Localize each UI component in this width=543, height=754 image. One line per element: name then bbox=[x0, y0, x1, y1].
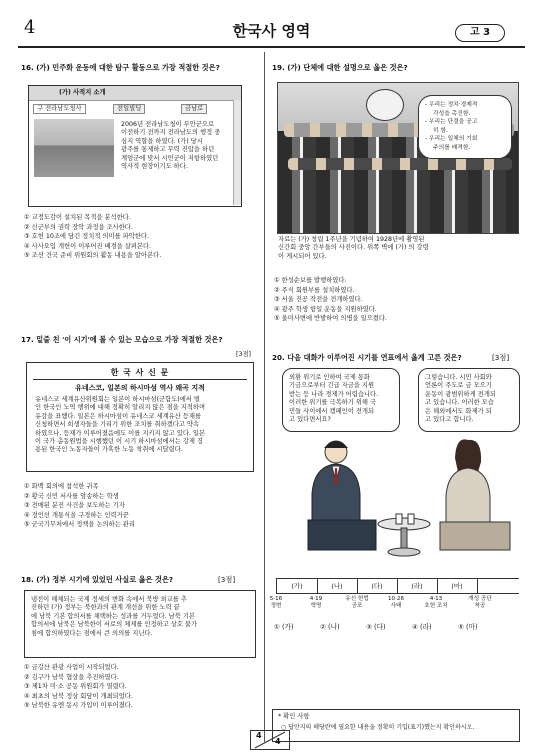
timeline-event: 개성 공단 착공 bbox=[468, 596, 492, 609]
option[interactable]: ③ 호헌 10조에 담긴 정치적 의미를 파악한다. bbox=[24, 233, 149, 241]
bubble-line: 은 해외에서도 화제가 되 bbox=[425, 407, 492, 415]
option[interactable]: ④ 정인선 개통식을 구경하는 인력거꾼 bbox=[24, 511, 129, 519]
tab-jeonil[interactable]: 전일빌딩 bbox=[113, 104, 145, 114]
option[interactable]: ② 신군부의 권력 장악 과정을 조사한다. bbox=[24, 223, 133, 231]
option[interactable]: ⑤ 조선 건국 준비 위원회의 활동 내용을 알아본다. bbox=[24, 252, 162, 260]
footer-page-indicator bbox=[250, 730, 290, 750]
q16-description bbox=[121, 121, 220, 171]
table-icon bbox=[378, 514, 430, 556]
notice-body: ○ 답안지의 해당란에 필요한 내용을 정확히 기입(표기)했는지 확인하시오. bbox=[281, 724, 475, 731]
timeline-cell: (다) bbox=[357, 579, 398, 593]
page-title: 한국사 영역 bbox=[232, 22, 311, 40]
speech-line: 각성을 촉진함. bbox=[433, 110, 471, 117]
q17-options bbox=[24, 482, 135, 530]
faces-row-2 bbox=[288, 158, 512, 170]
q20-points: [3점] bbox=[492, 353, 510, 362]
man-figure bbox=[308, 441, 376, 550]
option[interactable]: ② 황국 신민 서사를 암송하는 학생 bbox=[24, 492, 119, 500]
q17-newspaper bbox=[26, 362, 254, 472]
building-photo bbox=[34, 119, 114, 177]
box-line: 냉전이 해체되는 국제 정세의 변화 속에서 북방 외교를 추 bbox=[31, 596, 187, 603]
body-line: 인 한국인 노역 행위에 대해 정확히 알리지 않은 점을 지적하며 bbox=[35, 404, 206, 412]
caption-line: 자료는 (가) 창립 1주년을 기념하여 1928년에 촬영된 bbox=[278, 236, 425, 243]
column-divider bbox=[264, 52, 265, 742]
header-rule bbox=[18, 46, 525, 48]
q18-box-text bbox=[31, 596, 197, 638]
tab-geumnam[interactable]: 금남로 bbox=[181, 104, 207, 114]
speech-line: - 우리는 정치·경제적 bbox=[425, 102, 478, 108]
newspaper-rule bbox=[33, 379, 247, 380]
option[interactable]: ④ (라) bbox=[412, 623, 432, 631]
option[interactable]: ⑤ 울미사변에 반발하여 의병을 일으켰다. bbox=[274, 315, 387, 323]
q18-options bbox=[24, 663, 133, 711]
timeline-event: 10·26 사태 bbox=[387, 596, 404, 609]
option[interactable]: ① 화백 회의에 참석한 귀족 bbox=[24, 483, 99, 490]
desc-line: 심지 역할을 하였다. (가) 당시 bbox=[121, 137, 203, 145]
program-oval-icon bbox=[366, 89, 404, 121]
option[interactable]: ① 교정도감이 설치된 목적을 분석한다. bbox=[24, 214, 131, 221]
bubble-right bbox=[418, 368, 520, 432]
option[interactable]: ① (가) bbox=[274, 623, 294, 631]
bubble-line: 민들 사이에서 캠페인이 전개되 bbox=[289, 407, 375, 415]
bubble-line: 고 있다고 합니다. bbox=[425, 416, 474, 424]
body-line: 용된 한국인 노동자들이 가혹한 노동 착취에 시달렸다. bbox=[35, 446, 183, 454]
timeline-cell: (나) bbox=[317, 579, 358, 593]
option[interactable]: ① 금강산 관광 사업이 시작되었다. bbox=[24, 664, 119, 671]
q18-stem: 18. (가) 정부 시기에 있었던 사실로 옳은 것은? bbox=[21, 575, 174, 584]
option[interactable]: ⑤ 군국기무처에서 정책을 논의하는 관리 bbox=[24, 521, 135, 529]
body-line: 이 국가 총동원법을 시행했던 이 시기 하시마섬에서는 강제 징 bbox=[35, 438, 204, 446]
q20-illustration bbox=[290, 432, 518, 560]
body-line: 유감을 표했다. 일본은 하시마섬이 유네스코 세계유산 등재를 bbox=[35, 412, 202, 420]
body-line: 유네스코 세계유산위원회는 일본이 하시마섬(군함도)에서 벌 bbox=[35, 396, 200, 403]
bubble-line: 언론이 주도로 금 모으기 bbox=[425, 382, 492, 390]
q17-stem: 17. 밑줄 친 '이 시기'에 볼 수 있는 모습으로 가장 적절한 것은? bbox=[21, 335, 223, 344]
timeline-cell: (가) bbox=[277, 579, 318, 593]
bubble-left bbox=[282, 368, 400, 432]
newspaper-body bbox=[35, 396, 205, 455]
q16-stem: 16. (가) 민주화 운동에 대한 탐구 활동으로 가장 적절한 것은? bbox=[21, 63, 220, 72]
bubble-right-text bbox=[425, 374, 496, 424]
option[interactable]: ④ 최초의 남북 정상 회담이 개최되었다. bbox=[24, 692, 133, 700]
q20-stem: 20. 다음 대화가 이루어진 시기를 연표에서 옳게 고른 것은? bbox=[272, 353, 462, 362]
q19-caption bbox=[278, 236, 429, 261]
grade-badge: 고 3 bbox=[455, 24, 505, 42]
q19-photo bbox=[277, 82, 519, 234]
headline: 유네스코, 일본의 하시마섬 역사 왜곡 지적 bbox=[75, 384, 205, 392]
bubble-line: 받는 등 나라 경제가 어렵습니다. bbox=[289, 390, 379, 398]
bubble-line: 고 있다면서요? bbox=[289, 416, 331, 424]
timeline-cell: (라) bbox=[397, 579, 438, 593]
q18-points: [3점] bbox=[218, 575, 236, 584]
option[interactable]: ③ (다) bbox=[366, 623, 386, 631]
q18-box bbox=[24, 590, 256, 658]
bubble-left-text bbox=[289, 374, 378, 424]
option[interactable]: ② 주식 회원부를 설치하였다. bbox=[274, 286, 355, 294]
option[interactable]: ① 한성순보를 발행하였다. bbox=[274, 277, 347, 284]
q19-speech-bubble bbox=[418, 95, 512, 159]
bubble-line: 고 있습니다. 이러한 모습 bbox=[425, 399, 494, 407]
footer-page-total: 4 bbox=[275, 737, 281, 746]
option[interactable]: ④ 광주 학생 항일 운동을 지원하였다. bbox=[274, 305, 377, 313]
q16-options bbox=[24, 213, 161, 261]
speech-line: 히 함. bbox=[433, 127, 448, 134]
option[interactable]: ② 김구가 남북 협상을 추진하였다. bbox=[24, 673, 119, 681]
caption-line: 신간회 중앙 간부들의 사진이다. 위쪽 벽에 (가) 의 강령 bbox=[278, 244, 429, 252]
speech-line: - 우리는 단결을 공고 bbox=[425, 119, 478, 126]
timeline-cell: (마) bbox=[437, 579, 478, 593]
timeline-event: 유신 헌법 공포 bbox=[345, 596, 369, 609]
desc-line: 이전하기 전까지 전라남도의 행정 중 bbox=[121, 129, 221, 137]
body-line: 신청하면서 희생자들을 기리기 위한 조치를 취하겠다고 약속 bbox=[35, 421, 200, 429]
tab-building[interactable]: 구 전라남도청사 bbox=[33, 104, 86, 114]
timeline-event: 5·16 정변 bbox=[269, 596, 283, 609]
option[interactable]: ⑤ (마) bbox=[458, 623, 478, 631]
newspaper-title: 한 국 사 신 문 bbox=[110, 368, 170, 377]
body-line: 하였으나, 등재가 이루어졌음에도 이를 지키지 않고 있다. 일본 bbox=[35, 429, 206, 437]
box-line: 침에 합의하였다는 점에서 큰 의의를 지닌다. bbox=[31, 629, 153, 637]
box-line: 진하던 (가) 정부는 북한과의 관계 개선을 위한 노력 끝 bbox=[31, 604, 180, 612]
q19-options bbox=[274, 276, 387, 324]
timeline-event: 4·13 호헌 조치 bbox=[424, 596, 448, 609]
page-number: 4 bbox=[24, 17, 36, 38]
desc-line: 광주를 통제하고 무력 진압을 하던 bbox=[121, 146, 215, 154]
desc-line: 역사적 현장이기도 하다. bbox=[121, 163, 188, 171]
browser-title: (가) 사적지 소개 bbox=[59, 89, 106, 96]
desc-line: 계엄군에 맞서 시민군이 저항하였던 bbox=[121, 154, 219, 162]
footer-page-current: 4 bbox=[256, 731, 262, 740]
speech-text bbox=[425, 101, 477, 153]
box-line: 합의서에 남북은 남북한이 서로의 체제를 인정하고 상호 불가 bbox=[31, 621, 198, 629]
option[interactable]: ③ 전매된 분진 사건을 보도하는 기자 bbox=[24, 502, 125, 510]
notice-box bbox=[272, 709, 520, 742]
timeline-events bbox=[260, 596, 530, 616]
woman-figure bbox=[440, 439, 510, 550]
bubble-line: 기금으로부터 긴급 자금을 지원 bbox=[289, 382, 375, 390]
bubble-line: 외환 위기로 인하여 국제 통화 bbox=[289, 374, 370, 381]
bubble-line: 운동이 광범위하게 전개되 bbox=[425, 390, 496, 398]
speech-line: 주의를 배격함. bbox=[433, 144, 471, 151]
q17-points: [3점] bbox=[236, 351, 252, 358]
option[interactable]: ③ 서울 진공 작전을 전개하였다. bbox=[274, 296, 363, 304]
scrollbar[interactable] bbox=[233, 100, 241, 205]
q19-stem: 19. (가) 단체에 대한 설명으로 옳은 것은? bbox=[272, 63, 408, 72]
option[interactable]: ⑤ 남북한 유엔 동시 가입이 이루어졌다. bbox=[24, 702, 133, 710]
option[interactable]: ② (나) bbox=[320, 623, 340, 631]
timeline-event: 4·19 혁명 bbox=[309, 596, 323, 609]
q16-browser-window bbox=[28, 85, 242, 207]
bubble-line: 그렇습니다. 시민 사회와 bbox=[425, 374, 492, 381]
option[interactable]: ③ 제1차 미·소 공동 위원회가 열렸다. bbox=[24, 683, 127, 691]
caption-line: 이 게시되어 있다. bbox=[278, 252, 327, 260]
q20-timeline bbox=[276, 578, 519, 594]
notice-title: * 확인 사항 bbox=[278, 713, 310, 720]
option[interactable]: ④ 사사오입 개헌이 이루어진 배경을 살펴본다. bbox=[24, 242, 152, 250]
bubble-line: 이러한 위기를 극복하기 위해 국 bbox=[289, 399, 377, 407]
speech-line: - 우리는 일체의 기회 bbox=[425, 136, 478, 143]
desc-line: 2006년 전라남도청이 무안군으로 bbox=[121, 121, 215, 128]
box-line: 에 남북 기본 합의서를 채택하는 성과를 거두었다. 남북 기본 bbox=[31, 612, 196, 620]
